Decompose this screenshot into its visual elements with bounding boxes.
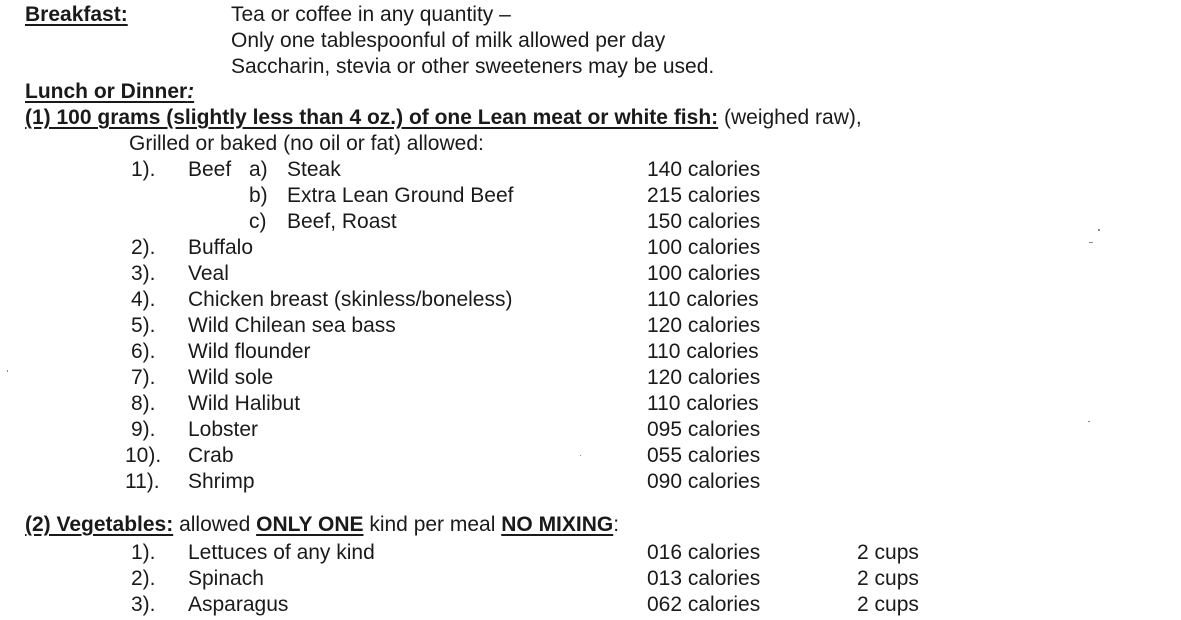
meat-item-calories: 120 calories [647, 314, 761, 337]
beef-cut-letter: c) [249, 210, 267, 233]
veg-emphasis-no-mixing: NO MIXING [501, 513, 614, 536]
meat-item-calories: 110 calories [647, 392, 759, 415]
meat-item-number: 3). [131, 262, 156, 285]
veg-item-number: 3). [131, 593, 156, 616]
meat-item-calories: 100 calories [647, 236, 761, 259]
meat-item-name: Lobster [188, 418, 259, 441]
meat-item-calories: 090 calories [647, 470, 761, 493]
beef-cut-calories: 215 calories [647, 184, 761, 207]
meat-item-number: 5). [131, 314, 156, 337]
meat-item-calories: 110 calories [647, 340, 759, 363]
beef-cut-calories: 150 calories [647, 210, 761, 233]
meat-item-name: Beef [188, 158, 232, 181]
meat-item-name: Wild flounder [188, 340, 311, 363]
beef-cut-name: Beef, Roast [287, 210, 397, 233]
meat-section-heading-suffix: (weighed raw), [718, 106, 862, 129]
meat-item-calories: 110 calories [647, 288, 759, 311]
beef-cut-calories: 140 calories [647, 158, 761, 181]
meat-item-name: Wild Halibut [188, 392, 301, 415]
beef-cut-name: Steak [287, 158, 341, 181]
meat-section-heading: (1) 100 grams (slightly less than 4 oz.) of one Lean meat or white fish: [25, 106, 719, 129]
scan-speck [1089, 242, 1093, 243]
veg-item-calories: 013 calories [647, 567, 761, 590]
scan-speck [1088, 421, 1090, 422]
veg-item-name: Lettuces of any kind [188, 541, 375, 564]
lunch-heading-text: Lunch or Dinner [25, 80, 188, 103]
meat-item-number: 2). [131, 236, 156, 259]
meat-item-number: 9). [131, 418, 156, 441]
veg-emphasis-only-one: ONLY ONE [256, 513, 364, 536]
breakfast-line: Saccharin, stevia or other sweeteners may be used. [231, 55, 715, 78]
veg-item-number: 1). [131, 541, 156, 564]
meat-item-name: Veal [188, 262, 229, 285]
veg-item-quantity: 2 cups [857, 593, 919, 616]
breakfast-heading: Breakfast: [25, 3, 128, 26]
breakfast-line: Only one tablespoonful of milk allowed per day [231, 29, 666, 52]
meat-item-number: 11). [125, 470, 160, 493]
meat-item-number: 6). [131, 340, 156, 363]
beef-cut-letter: b) [249, 184, 268, 207]
meat-section-subheading: Grilled or baked (no oil or fat) allowed: [129, 132, 484, 155]
meat-item-calories: 055 calories [647, 444, 761, 467]
meat-item-number: 7). [131, 366, 156, 389]
veg-text: kind per meal [363, 513, 502, 536]
meat-item-name: Shrimp [188, 470, 255, 493]
meat-item-name: Chicken breast (skinless/boneless) [188, 288, 513, 311]
scan-speck [1098, 229, 1100, 231]
meat-item-name: Buffalo [188, 236, 253, 259]
veg-text: : [613, 513, 620, 536]
breakfast-line: Tea or coffee in any quantity – [231, 3, 511, 26]
meat-item-number: 1). [131, 158, 156, 181]
veg-item-quantity: 2 cups [857, 541, 919, 564]
lunch-heading [25, 79, 194, 105]
veg-item-quantity: 2 cups [857, 567, 919, 590]
veg-item-calories: 062 calories [647, 593, 761, 616]
meat-item-number: 4). [131, 288, 156, 311]
veg-item-name: Asparagus [188, 593, 289, 616]
veg-item-calories: 016 calories [647, 541, 761, 564]
veg-text: allowed [173, 513, 257, 536]
meat-item-number: 8). [131, 392, 156, 415]
beef-cut-name: Extra Lean Ground Beef [287, 184, 514, 207]
meat-item-name: Wild sole [188, 366, 274, 389]
lunch-heading-colon: : [187, 80, 195, 103]
veg-item-number: 2). [131, 567, 156, 590]
meat-item-calories: 120 calories [647, 366, 761, 389]
scan-speck [580, 455, 581, 456]
meat-item-name: Crab [188, 444, 234, 467]
veg-section-heading: (2) Vegetables: [25, 513, 174, 536]
scan-speck [7, 370, 8, 372]
beef-cut-letter: a) [249, 158, 268, 181]
meat-item-number: 10). [125, 444, 162, 467]
meat-item-name: Wild Chilean sea bass [188, 314, 396, 337]
meat-section-heading-line [25, 105, 862, 131]
meat-item-calories: 100 calories [647, 262, 761, 285]
veg-item-name: Spinach [188, 567, 264, 590]
veg-section-heading-line [25, 512, 619, 538]
meat-item-calories: 095 calories [647, 418, 761, 441]
